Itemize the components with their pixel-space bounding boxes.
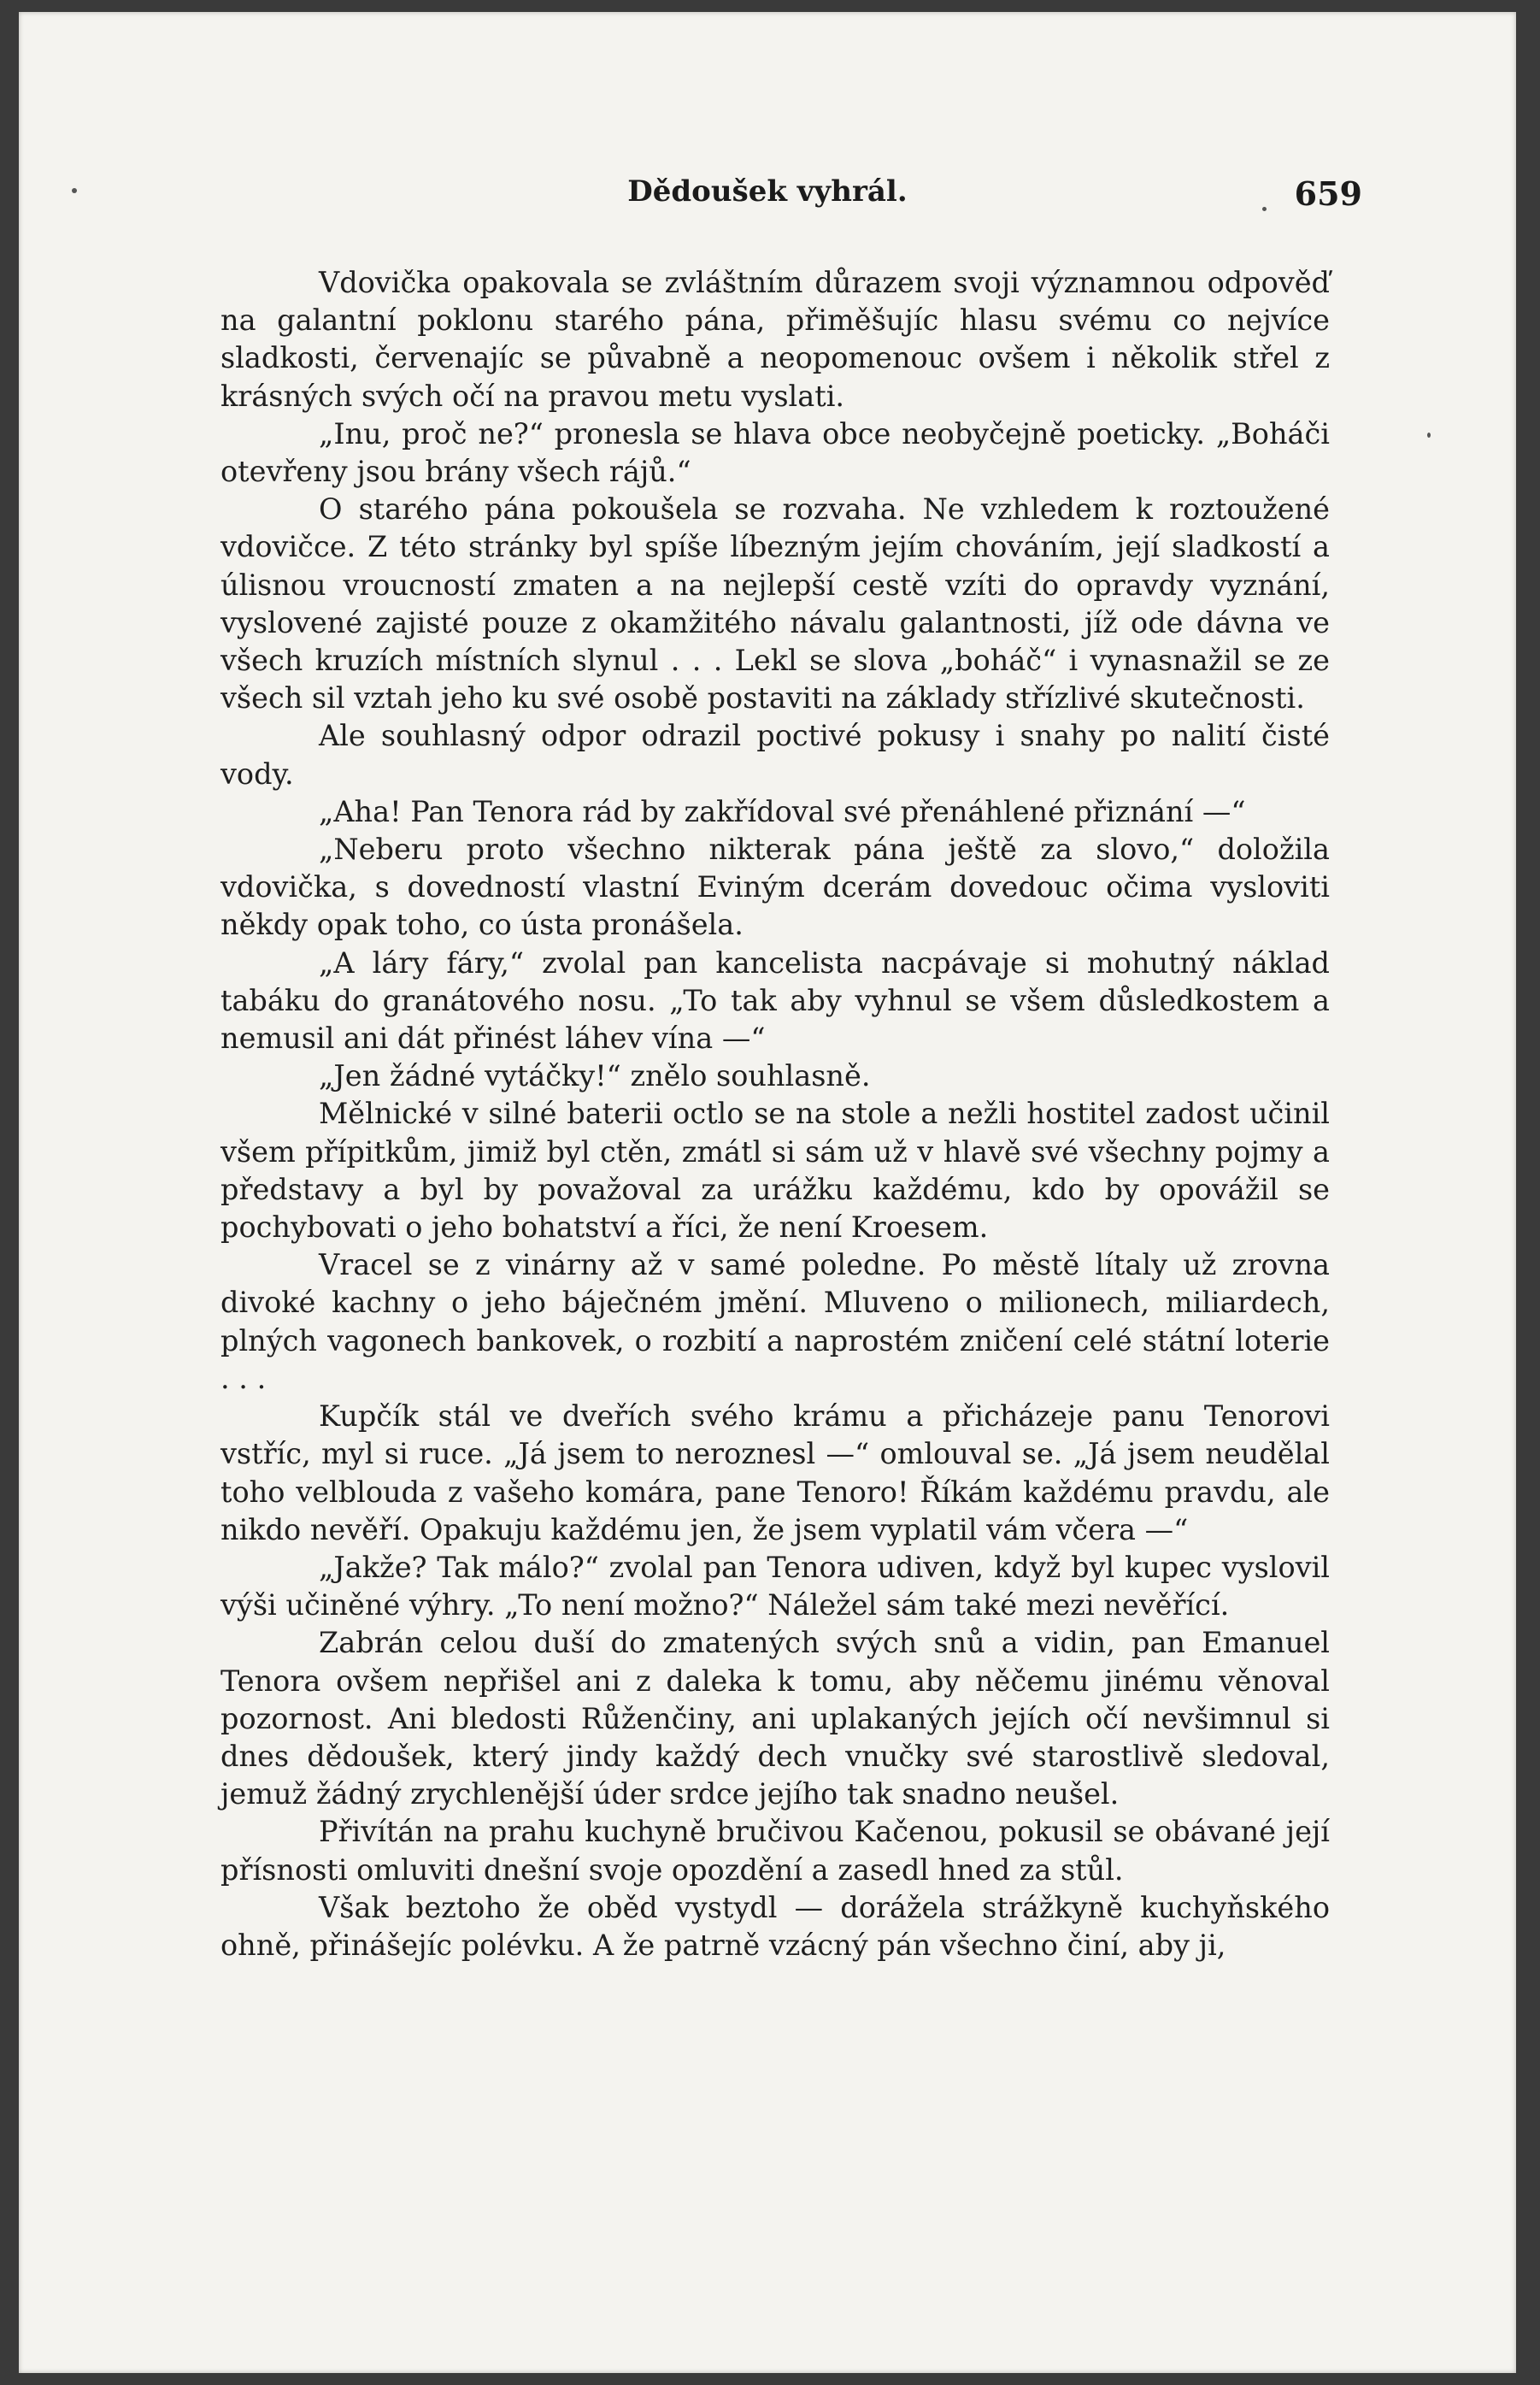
body-text bbox=[220, 264, 1330, 1964]
paragraph: Přivítán na prahu kuchyně bručivou Kačenou, pokusil se obávané její přísnosti omluviti dnešní svoje opozdění a zasedl hned za stůl. bbox=[220, 1815, 1330, 1887]
paragraph: Mělnické v silné baterii octlo se na stole a nežli hostitel zadost učinil všem přípitkům, jimiž byl ctěn, zmátl si sám už v hlavě své všechny pojmy a představy a byl by považoval za urážku každému, kdo by opovážil se pochybovati o jeho bohatství a říci, že není Kroesem. bbox=[220, 1097, 1330, 1245]
book-page bbox=[19, 12, 1516, 2373]
paragraph: Vdovička opakovala se zvláštním důrazem svoji významnou odpověď na galantní poklonu starého pána, přiměšujíc hlasu svému co nejvíce sladkosti, červenajíc se půvabně a neopomenouc ovšem i několik střel z krásných svých očí na pravou metu vyslati. bbox=[220, 266, 1330, 413]
paragraph: „Aha! Pan Tenora rád by zakřídoval své přenáhlené přiznání —“ bbox=[319, 794, 1246, 828]
page-header bbox=[19, 174, 1516, 226]
paragraph: „Jen žádné vytáčky!“ znělo souhlasně. bbox=[319, 1059, 871, 1093]
paragraph: Kupčík stál ve dveřích svého krámu a přicházeje panu Tenorovi vstříc, myl si ruce. „Já jsem to neroznesl —“ omlouval se. „Já jsem neudělal toho velblouda z vašeho komára, pane Tenoro! Říkám každému pravdu, ale nikdo nevěří. Opakuju každému jen, že jsem vyplatil vám včera —“ bbox=[220, 1399, 1330, 1546]
paragraph: Však beztoho že oběd vystydl — dorážela strážkyně kuchyňského ohně, přinášejíc polévku. A že patrně vzácný pán všechno činí, aby ji, bbox=[220, 1890, 1330, 1962]
paragraph: Vracel se z vinárny až v samé poledne. Po městě lítaly už zrovna divoké kachny o jeho báječném jmění. Mluveno o milionech, miliardech, plných vagonech bankovek, o rozbití a naprostém zničení celé státní loterie . . . bbox=[220, 1248, 1330, 1395]
paragraph: „Neberu proto všechno nikterak pána ještě za slovo,“ doložila vdovička, s dovedností vlastní Eviným dcerám dovedouc očima vysloviti někdy opak toho, co ústa pronášela. bbox=[220, 833, 1330, 942]
page-number: 659 bbox=[1294, 174, 1362, 213]
running-title: Dědoušek vyhrál. bbox=[627, 174, 908, 209]
paragraph: „Inu, proč ne?“ pronesla se hlava obce neobyčejně poeticky. „Boháči otevřeny jsou brány všech rájů.“ bbox=[220, 416, 1330, 489]
paragraph: O starého pána pokoušela se rozvaha. Ne vzhledem k roztoužené vdovičce. Z této stránky byl spíše líbezným jejím chováním, její sladkostí a úlisnou vroucností zmaten a na nejlepší cestě vzíti do opravdy vyznání, vyslovené zajisté pouze z okamžitého návalu galantnosti, jíž ode dávna ve všech kruzích místních slynul . . . Lekl se slova „boháč“ i vynasnažil se ze všech sil vztah jeho ku své osobě postaviti na základy střízlivé skutečnosti. bbox=[220, 492, 1330, 716]
paragraph: Ale souhlasný odpor odrazil poctivé pokusy i snahy po nalití čisté vody. bbox=[220, 719, 1330, 791]
scan-speck bbox=[1427, 433, 1431, 438]
paragraph: „A láry fáry,“ zvolal pan kancelista nacpávaje si mohutný náklad tabáku do granátového nosu. „To tak aby vyhnul se všem důsledkostem a nemusil ani dát přinést láhev vína —“ bbox=[220, 945, 1330, 1056]
paragraph: Zabrán celou duší do zmatených svých snů a vidin, pan Emanuel Tenora ovšem nepřišel ani z daleka k tomu, aby něčemu jinému věnoval pozornost. Ani bledosti Růženčiny, ani uplakaných jejích očí nevšimnul si dnes dědoušek, který jindy každý dech vnučky své starostlivě sledoval, jemuž žádný zrychlenější úder srdce jejího tak snadno neušel. bbox=[220, 1626, 1330, 1811]
paragraph: „Jakže? Tak málo?“ zvolal pan Tenora udiven, když byl kupec vyslovil výši učiněné výhry. „To není možno?“ Náležel sám také mezi nevěřící. bbox=[220, 1550, 1330, 1622]
